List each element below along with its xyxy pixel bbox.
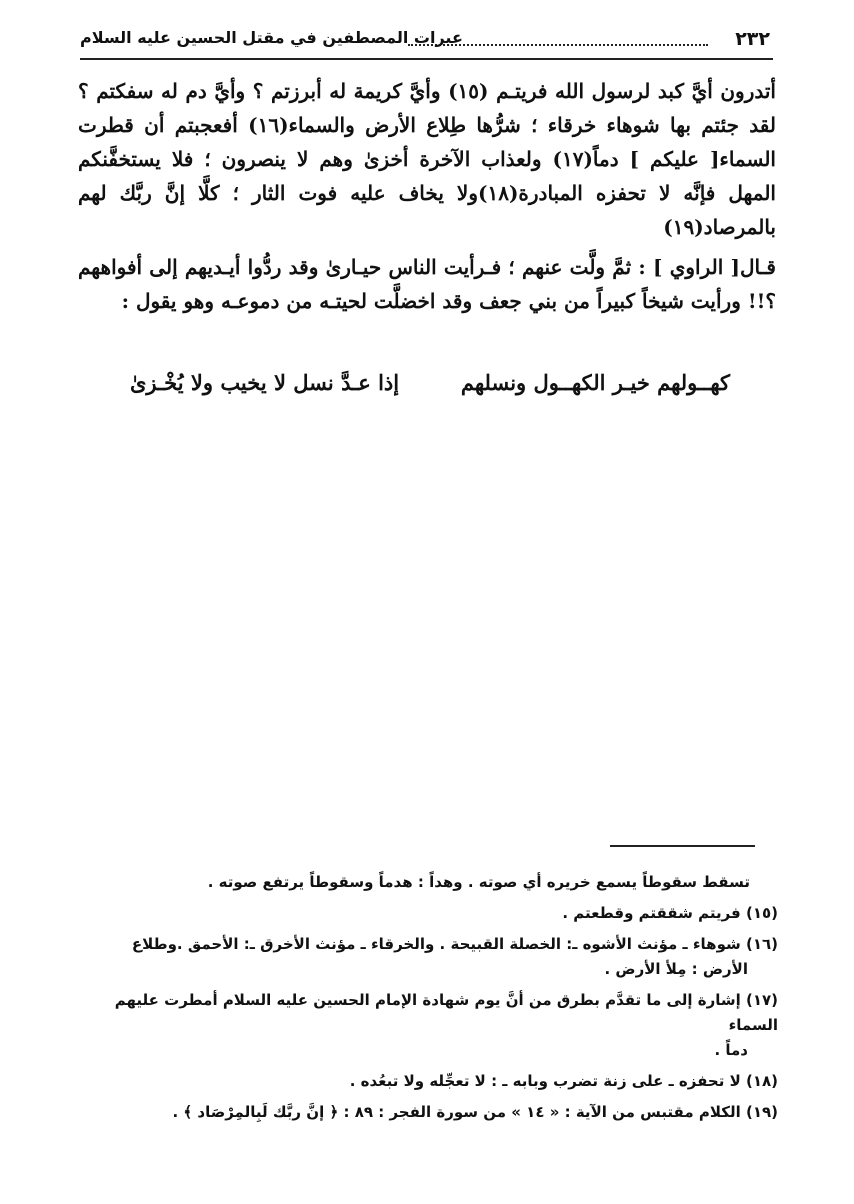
paragraph: أتدرون أيَّ كبد لرسول الله فريتـم (١٥) وأيَّ كريمة له أبرزتم ؟ وأيَّ دم له سفكتم ؟ لقد جئتم بها شوهاء خرقاء ؛ شرُّها طِلاع الأرض والسماء(١٦) أفعجبتم أن قطرت السماء[ عليكم ] دماً(١٧) ولعذاب الآخرة أخزىٰ وهم لا ينصرون ؛ فلا يستخفَّنكم المهل فإنَّه لا تحفزه المبادرة(١٨)ولا يخاف عليه فوت الثار ؛ كلَّا إنَّ ربَّك لهم بالمرصاد(١٩) bbox=[78, 79, 777, 239]
footnotes bbox=[78, 870, 778, 1131]
footnote-16-line2: الأرض : مِلأ الأرض . bbox=[604, 960, 748, 978]
footnote-18: (١٨) لا تحفزه ـ على زنة تضرب وبابه ـ : لا تعجِّله ولا تبعُده . bbox=[349, 1072, 778, 1090]
footnote-continued: تسقط سقوطاً يسمع خريره أي صوته . وهداً : هدماً وسقوطاً يرتفع صوته . bbox=[207, 873, 750, 891]
header-rule bbox=[80, 58, 773, 60]
footnote-17-line1: (١٧) إشارة إلى ما تقدَّم بطرق من أنَّ يوم شهادة الإمام الحسين عليه السلام أمطرت عليهم السماء bbox=[114, 991, 778, 1034]
footnote-17 bbox=[78, 988, 778, 1063]
footnote-19: (١٩) الكلام مقتبس من الآية : « ١٤ » من سورة الفجر : ٨٩ : ﴿ إنَّ ربَّك لَبِالمِرْصَاد ﴾ . bbox=[172, 1103, 778, 1121]
page-header bbox=[80, 26, 770, 56]
footnote-16 bbox=[78, 932, 778, 982]
footnote-15: (١٥) فريتم شققتم وقطعتم . bbox=[562, 904, 778, 922]
page-number: ٢٣٢ bbox=[735, 28, 770, 50]
paragraph: قـال[ الراوي ] : ثمَّ ولَّت عنهم ؛ فـرأيت الناس حيـارىٰ وقد ردُّوا أيـديهم إلى أفواههم ؟!! ورأيت شيخاً كبيراً من بني جعف وقد اخضلَّت لحيتـه من دموعـه وهو يقول : bbox=[78, 255, 776, 313]
footnote-16-line1: (١٦) شوهاء ـ مؤنث الأشوه ـ: الخصلة القبيحة . والخرقاء ـ مؤنث الأخرق ـ: الأحمق .وطلاع bbox=[131, 935, 778, 953]
footnote-separator bbox=[610, 845, 755, 847]
poetry-verse bbox=[130, 370, 730, 406]
footnote-17-line2: دماً . bbox=[714, 1041, 748, 1059]
verse-second-hemistich: إذا عـدَّ نسل لا يخيب ولا يُخْـزىٰ bbox=[130, 370, 400, 395]
main-text bbox=[78, 74, 776, 324]
verse-first-hemistich: كهــولهم خيـر الكهــول ونسلهم bbox=[460, 370, 730, 395]
running-title: عبرات المصطفين في مقتل الحسين عليه السلام bbox=[80, 28, 463, 47]
